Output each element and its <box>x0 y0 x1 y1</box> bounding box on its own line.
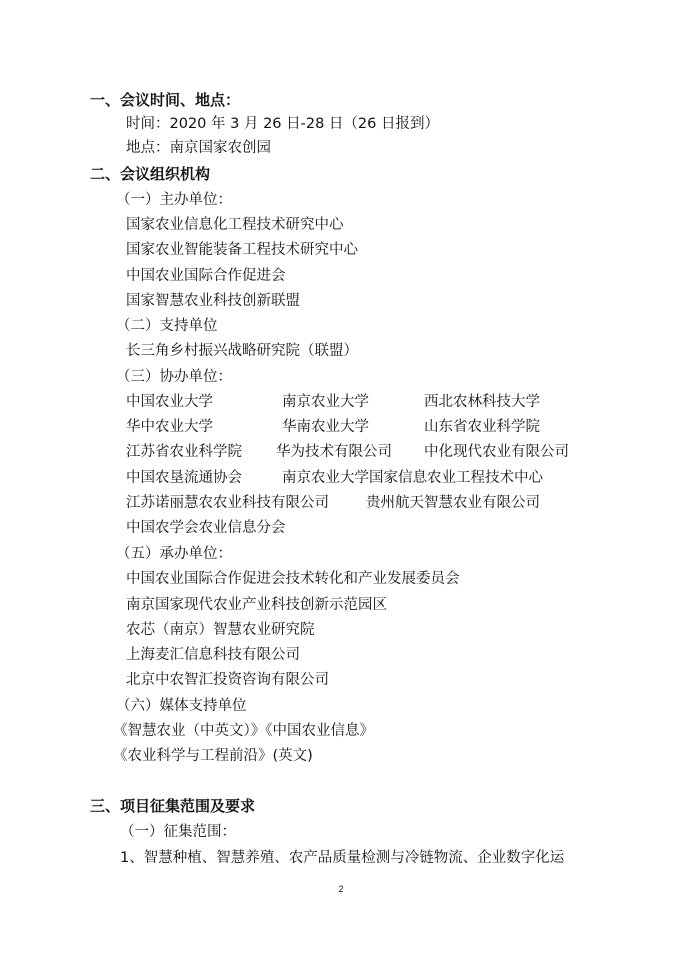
support-heading: （二）支持单位 <box>116 318 218 334</box>
co-organizer-item: 华为技术有限公司 <box>276 444 392 460</box>
co-organizer-item: 中国农学会农业信息分会 <box>126 520 286 536</box>
scope-item: 1、智慧种植、智慧养殖、农产品质量检测与冷链物流、企业数字化运 <box>120 850 565 866</box>
co-organizer-heading: （三）协办单位： <box>116 369 232 385</box>
meeting-place: 地点：南京国家农创园 <box>126 140 271 156</box>
organizer-heading: （五）承办单位： <box>116 546 232 562</box>
organizer-item: 南京国家现代农业产业科技创新示范园区 <box>126 597 387 613</box>
co-organizer-item: 南京农业大学 <box>282 394 369 410</box>
host-item: 国家智慧农业科技创新联盟 <box>126 293 300 309</box>
co-organizer-item: 江苏诺丽慧农农业科技有限公司 <box>126 495 329 511</box>
scope-heading: （一）征集范围： <box>120 824 236 840</box>
meeting-time: 时间：2020 年 3 月 26 日-28 日（26 日报到） <box>126 116 439 132</box>
co-organizer-item: 西北农林科技大学 <box>424 394 540 410</box>
co-organizer-item: 华南农业大学 <box>282 419 369 435</box>
co-organizer-item: 山东省农业科学院 <box>424 419 540 435</box>
co-organizer-item: 中化现代农业有限公司 <box>424 444 569 460</box>
organizer-item: 北京中农智汇投资咨询有限公司 <box>126 672 329 688</box>
support-item: 长三角乡村振兴战略研究院（联盟） <box>126 343 358 359</box>
organizer-item: 中国农业国际合作促进会技术转化和产业发展委员会 <box>126 571 460 587</box>
co-organizer-item: 华中农业大学 <box>126 419 213 435</box>
organizer-item: 农芯（南京）智慧农业研究院 <box>126 622 315 638</box>
media-item: 《农业科学与工程前沿》(英文) <box>113 748 313 764</box>
organizer-item: 上海麦汇信息科技有限公司 <box>126 647 300 663</box>
co-organizer-item: 贵州航天智慧农业有限公司 <box>366 495 540 511</box>
co-organizer-item: 中国农业大学 <box>126 394 213 410</box>
section-3-heading: 三、项目征集范围及要求 <box>90 797 256 815</box>
co-organizer-item: 中国农垦流通协会 <box>126 470 242 486</box>
media-heading: （六）媒体支持单位 <box>116 698 247 714</box>
co-organizer-item: 南京农业大学国家信息农业工程技术中心 <box>282 470 543 486</box>
section-2-heading: 二、会议组织机构 <box>90 165 211 183</box>
section-1-heading: 一、会议时间、地点： <box>90 91 241 109</box>
media-item: 《智慧农业（中英文）》《中国农业信息》 <box>113 723 374 739</box>
host-item: 国家农业信息化工程技术研究中心 <box>126 217 344 233</box>
page-number: 2 <box>338 884 344 894</box>
host-heading: （一）主办单位： <box>116 192 232 208</box>
co-organizer-item: 江苏省农业科学院 <box>126 444 242 460</box>
host-item: 中国农业国际合作促进会 <box>126 268 286 284</box>
host-item: 国家农业智能装备工程技术研究中心 <box>126 242 358 258</box>
